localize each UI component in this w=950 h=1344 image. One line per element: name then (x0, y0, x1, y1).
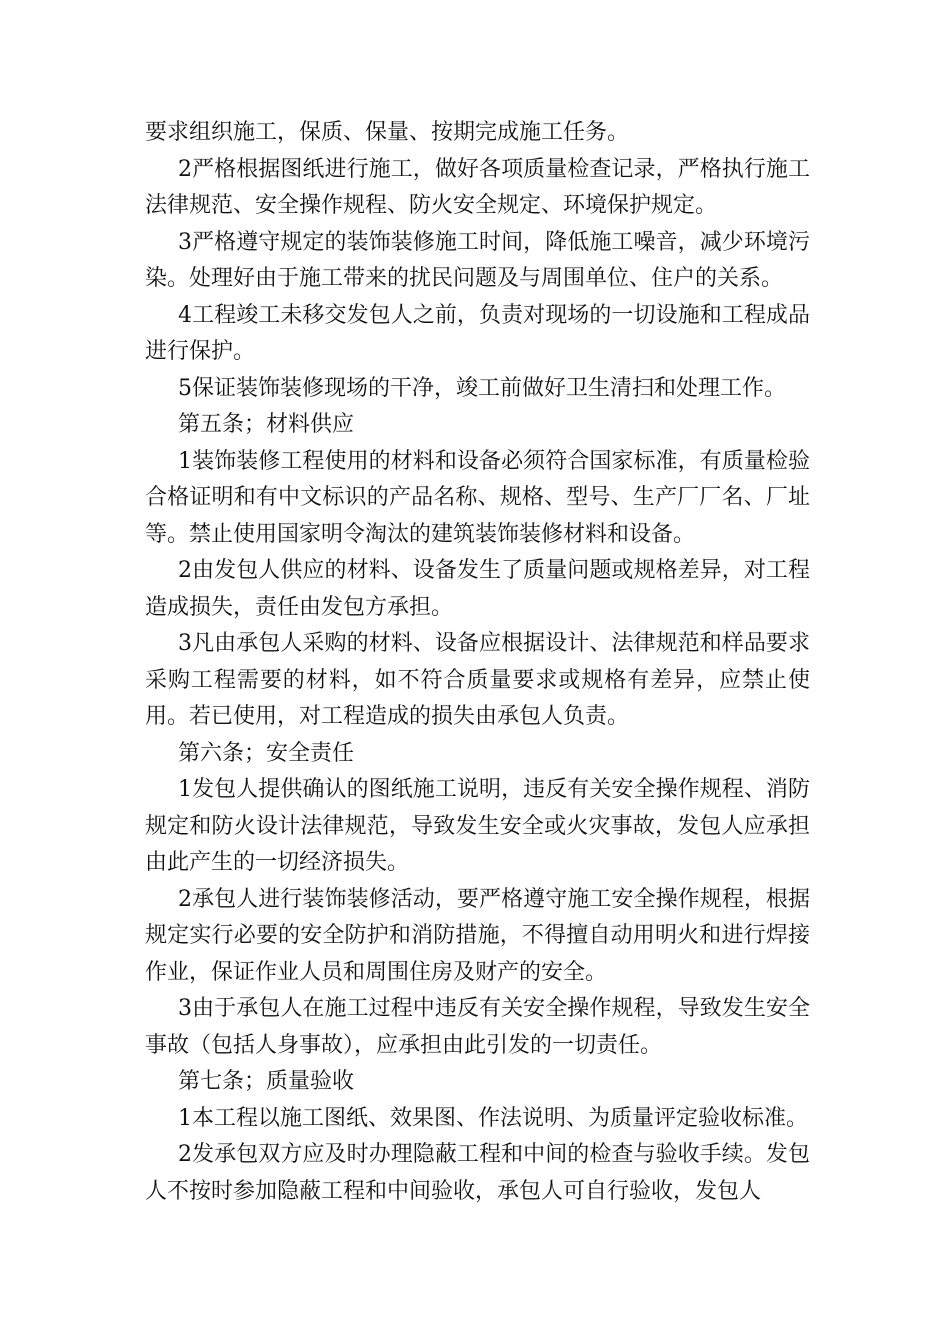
paragraph-materials-3: 3凡由承包人采购的材料、设备应根据设计、法律规范和样品要求采购工程需要的材料，如不符合质量要求或规格有差异，应禁止使用。若已使用，对工程造成的损失由承包人负责。 (145, 631, 810, 729)
paragraph-item-2-construction-by-drawings: 2严格根据图纸进行施工，做好各项质量检查记录，严格执行施工法律规范、安全操作规程、防火安全规定、环境保护规定。 (145, 156, 810, 218)
section-heading-article-7: 第七条；质量验收 (178, 1069, 355, 1094)
paragraph-acceptance-2: 2发承包双方应及时办理隐蔽工程和中间的检查与验收手续。发包人不按时参加隐蔽工程和中间验收，承包人可自行验收，发包人 (145, 1142, 810, 1204)
section-heading-article-5: 第五条；材料供应 (178, 412, 355, 437)
paragraph-item-3-construction-time: 3严格遵守规定的装饰装修施工时间，降低施工噪音，减少环境污染。处理好由于施工带来的扰民问题及与周围单位、住户的关系。 (145, 229, 810, 291)
paragraph-acceptance-1: 1本工程以施工图纸、效果图、作法说明、为质量评定验收标准。 (178, 1105, 808, 1131)
paragraph-materials-1: 1装饰装修工程使用的材料和设备必须符合国家标准，有质量检验合格证明和有中文标识的产品名称、规格、型号、生产厂厂名、厂址等。禁止使用国家明令淘汰的建筑装饰装修材料和设备。 (145, 448, 810, 547)
paragraph-continuation: 要求组织施工，保质、保量、按期完成施工任务。 (145, 120, 630, 145)
document-body (145, 115, 810, 1210)
paragraph-safety-2: 2承包人进行装饰装修活动，要严格遵守施工安全操作规程，根据规定实行必要的安全防护和消防措施，不得擅自动用明火和进行焊接作业，保证作业人员和周围住房及财产的安全。 (145, 886, 810, 985)
paragraph-item-4-site-protection: 4工程竣工未移交发包人之前，负责对现场的一切设施和工程成品进行保护。 (145, 302, 810, 364)
paragraph-safety-3: 3由于承包人在施工过程中违反有关安全操作规程，导致发生安全事故（包括人身事故），应承担由此引发的一切责任。 (145, 996, 810, 1058)
paragraph-materials-2: 2由发包人供应的材料、设备发生了质量问题或规格差异，对工程造成损失，责任由发包方承担。 (145, 558, 810, 620)
paragraph-safety-1: 1发包人提供确认的图纸施工说明，违反有关安全操作规程、消防规定和防火设计法律规范，导致发生安全或火灾事故，发包人应承担由此产生的一切经济损失。 (145, 777, 810, 875)
section-heading-article-6: 第六条；安全责任 (178, 740, 355, 766)
paragraph-item-5-site-cleaning: 5保证装饰装修现场的干净，竣工前做好卫生清扫和处理工作。 (178, 375, 786, 401)
